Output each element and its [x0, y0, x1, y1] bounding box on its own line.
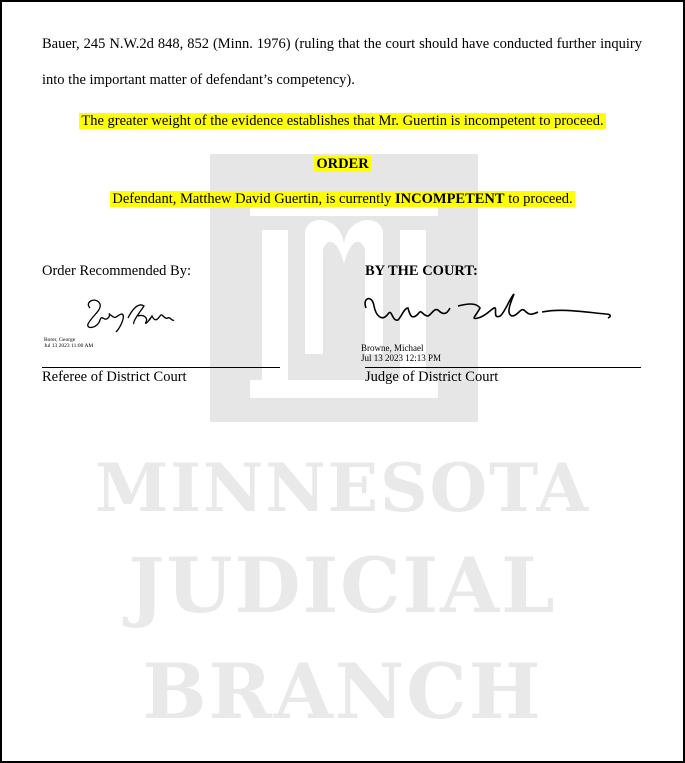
order-heading: [2, 156, 683, 173]
judge-signer-name: Browne, Michael: [361, 343, 424, 353]
finding-line: [2, 113, 683, 130]
order-statement-highlight: [110, 191, 574, 207]
order-heading-text: ORDER: [316, 156, 369, 172]
referee-signature-line: [42, 367, 280, 368]
watermark-line-3: BRANCH: [142, 647, 543, 736]
order-recommended-label: Order Recommended By:: [42, 263, 191, 279]
order-statement: [2, 191, 683, 208]
judge-signed-at: Jul 13 2023 12:13 PM: [361, 353, 442, 363]
judge-signature-icon: [362, 286, 617, 338]
finding-text: The greater weight of the evidence establishes that Mr. Guertin is incompetent to proceed.: [81, 113, 604, 129]
watermark-line-2: JUDICIAL: [128, 541, 557, 630]
referee-title: Referee of District Court: [42, 369, 187, 385]
referee-signed-at: Jul 13 2023 11:00 AM: [44, 343, 94, 349]
watermark-line-1: MINNESOTA: [95, 449, 590, 527]
order-post-text: to proceed.: [504, 191, 573, 207]
document-content: [2, 2, 683, 761]
referee-signature-icon: [82, 294, 178, 334]
body-paragraph: Bauer, 245 N.W.2d 848, 852 (Minn. 1976) (ruling that the court should have conducted further inquiry into the important matter of defendant’s competency).: [42, 36, 642, 88]
order-pre-text: Defendant, Matthew David Guertin, is currently: [112, 191, 396, 207]
by-the-court-label: BY THE COURT:: [365, 263, 478, 279]
judge-title: Judge of District Court: [365, 369, 499, 385]
order-emphasis-text: INCOMPETENT: [395, 191, 505, 207]
judge-signature-line: [365, 367, 641, 368]
referee-signer-name: Borer, George: [44, 337, 76, 343]
